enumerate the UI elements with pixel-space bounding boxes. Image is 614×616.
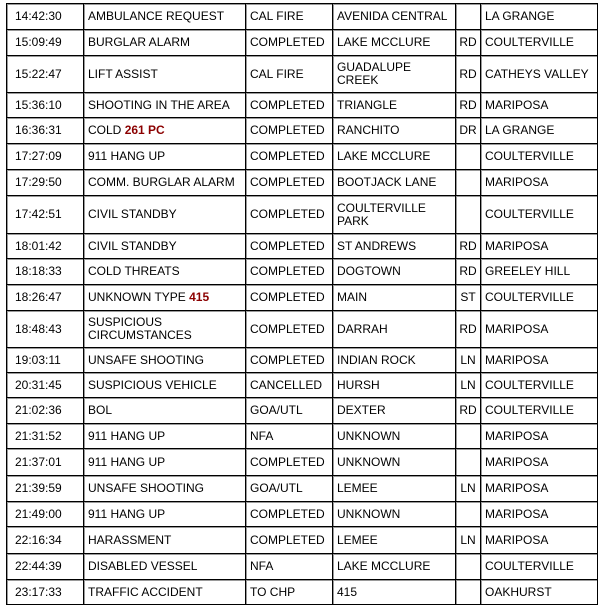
incident-status [246, 93, 333, 118]
incident-street-suffix [456, 348, 481, 373]
incident-type-text: 911 HANG UP [88, 506, 166, 521]
incident-time-text: 17:42:51 [15, 207, 62, 221]
incident-time [7, 93, 84, 118]
incident-city [481, 4, 598, 30]
incident-status [246, 476, 333, 502]
incident-time-text: 21:49:00 [15, 506, 62, 521]
incident-status-text: CAL FIRE [250, 9, 304, 23]
incident-street-suffix [456, 311, 481, 348]
incident-status-text: COMPLETED [250, 264, 325, 278]
incident-street-suffix [456, 30, 481, 56]
incident-street-suffix [456, 4, 481, 30]
incident-time [7, 285, 84, 311]
incident-street-suffix [456, 234, 481, 259]
incident-city-text: COULTERVILLE [485, 149, 574, 163]
incident-city-text: MARIPOSA [485, 481, 549, 495]
incident-status-text: COMPLETED [250, 207, 325, 221]
incident-time [7, 56, 84, 93]
incident-street-text: TRIANGLE [337, 97, 398, 112]
incident-time [7, 311, 84, 348]
incident-row [7, 170, 598, 196]
incident-time-text: 22:16:34 [15, 532, 62, 547]
incident-status-text: COMPLETED [250, 238, 325, 253]
incident-time [7, 449, 84, 476]
incident-time [7, 373, 84, 398]
incident-street-text: AVENIDA CENTRAL [337, 9, 448, 23]
incident-street [333, 398, 456, 424]
incident-status [246, 398, 333, 424]
incident-street-suffix [456, 554, 481, 580]
incident-type [84, 449, 246, 476]
incident-time-text: 15:36:10 [15, 97, 62, 112]
incident-type-text: SUSPICIOUS VEHICLE [88, 377, 217, 392]
incident-street-suffix [456, 56, 481, 93]
incident-city-text: MARIPOSA [485, 238, 549, 253]
incident-street-suffix-text: LN [460, 481, 476, 495]
incident-row [7, 234, 598, 259]
incident-street-text: INDIAN ROCK [337, 352, 416, 367]
incident-city-text: MARIPOSA [485, 454, 549, 469]
incident-city-text: LA GRANGE [485, 123, 555, 137]
incident-row [7, 398, 598, 424]
incident-status-text: COMPLETED [250, 35, 325, 49]
incident-type [84, 398, 246, 424]
incident-status-text: COMPLETED [250, 321, 325, 336]
incident-time-text: 18:18:33 [15, 264, 62, 278]
incident-city [481, 93, 598, 118]
incident-street-text: DEXTER [337, 403, 386, 417]
incident-city-text: MARIPOSA [485, 352, 549, 367]
incident-status [246, 527, 333, 554]
incident-street [333, 118, 456, 144]
incident-time-text: 21:02:36 [15, 403, 62, 417]
incident-status [246, 259, 333, 285]
incident-status [246, 30, 333, 56]
incident-street-text: GUADALUPE CREEK [337, 60, 412, 87]
incident-city [481, 234, 598, 259]
incident-row [7, 259, 598, 285]
incident-status [246, 234, 333, 259]
incident-status-text: COMPLETED [250, 506, 325, 521]
incident-row [7, 348, 598, 373]
incident-time-text: 18:01:42 [15, 238, 62, 253]
incident-city-text: OAKHURST [485, 584, 552, 599]
incident-type-text: CIVIL STANDBY [88, 238, 177, 253]
incident-city-text: MARIPOSA [485, 532, 549, 547]
incident-type-text: 911 HANG UP [88, 428, 166, 443]
incident-time [7, 348, 84, 373]
incident-type-text: DISABLED VESSEL [88, 559, 198, 573]
incident-city [481, 373, 598, 398]
incident-time-text: 21:39:59 [15, 481, 62, 495]
incident-city [481, 398, 598, 424]
incident-type-text: HARASSMENT [88, 532, 172, 547]
incident-street-suffix-text: RD [459, 264, 477, 278]
incident-street-suffix [456, 449, 481, 476]
incident-street-suffix-text: RD [459, 97, 477, 112]
incident-street-suffix [456, 170, 481, 196]
incident-street [333, 424, 456, 449]
incident-time-text: 14:42:30 [15, 9, 62, 23]
incident-street-suffix-text: RD [459, 321, 477, 336]
incident-time-text: 17:27:09 [15, 149, 62, 163]
incident-status [246, 118, 333, 144]
incident-type-text: TRAFFIC ACCIDENT [88, 584, 203, 599]
incident-street-suffix-text: DR [459, 123, 477, 137]
incident-city-text: MARIPOSA [485, 428, 549, 443]
incident-type [84, 196, 246, 234]
incident-type [84, 348, 246, 373]
incident-row [7, 93, 598, 118]
incident-street [333, 170, 456, 196]
incident-street-suffix-text: LN [460, 377, 476, 392]
incident-city [481, 449, 598, 476]
incident-street-text: BOOTJACK LANE [337, 175, 437, 189]
incident-type [84, 234, 246, 259]
incident-status-text: COMPLETED [250, 149, 325, 163]
incident-status-text: COMPLETED [250, 97, 325, 112]
incident-street-suffix [456, 527, 481, 554]
incident-street-suffix [456, 259, 481, 285]
incident-code: 261 PC [124, 123, 165, 137]
incident-street-suffix [456, 93, 481, 118]
incident-street [333, 30, 456, 56]
incident-type-text: AMBULANCE REQUEST [88, 9, 225, 23]
incident-status [246, 580, 333, 605]
incident-street [333, 502, 456, 527]
incident-street [333, 196, 456, 234]
incident-type-text: CIVIL STANDBY [88, 207, 177, 221]
incident-time [7, 527, 84, 554]
incident-city-text: COULTERVILLE [485, 290, 574, 304]
incident-time [7, 144, 84, 170]
incident-time [7, 170, 84, 196]
incident-city [481, 554, 598, 580]
incident-time-text: 16:36:31 [15, 123, 62, 137]
incident-row [7, 56, 598, 93]
incident-city-text: COULTERVILLE [485, 377, 574, 392]
incident-status-text: CAL FIRE [250, 66, 304, 81]
incident-street [333, 476, 456, 502]
incident-time-text: 19:03:11 [15, 352, 61, 367]
incident-street [333, 4, 456, 30]
incident-status [246, 424, 333, 449]
incident-status-text: COMPLETED [250, 352, 325, 367]
incident-code: 415 [189, 290, 210, 304]
incident-row [7, 30, 598, 56]
incident-city-text: MARIPOSA [485, 175, 549, 189]
incident-time [7, 234, 84, 259]
incident-type-text: BOL [88, 403, 113, 417]
incident-city [481, 580, 598, 605]
incident-status [246, 4, 333, 30]
incident-status [246, 449, 333, 476]
incident-city [481, 144, 598, 170]
incident-type [84, 144, 246, 170]
incident-time [7, 476, 84, 502]
incident-street-suffix-text: RD [459, 66, 477, 81]
incident-type [84, 259, 246, 285]
incident-type [84, 118, 246, 144]
incident-street [333, 373, 456, 398]
incident-street [333, 580, 456, 605]
incident-street-suffix-text: RD [459, 403, 477, 417]
incident-street-suffix [456, 424, 481, 449]
incident-city [481, 476, 598, 502]
incident-city-text: MARIPOSA [485, 97, 549, 112]
incident-time [7, 30, 84, 56]
incident-row [7, 196, 598, 234]
incident-row [7, 502, 598, 527]
incident-street-text: RANCHITO [337, 123, 400, 137]
incident-city [481, 527, 598, 554]
incident-type-text: UNSAFE SHOOTING [88, 481, 205, 495]
incident-street-text: LEMEE [337, 532, 378, 547]
incident-row [7, 285, 598, 311]
incident-time-text: 22:44:39 [15, 559, 62, 573]
incident-time [7, 398, 84, 424]
incident-street [333, 259, 456, 285]
incident-status [246, 348, 333, 373]
incident-row [7, 580, 598, 605]
incident-street [333, 144, 456, 170]
incident-type [84, 4, 246, 30]
incident-time-text: 21:31:52 [15, 428, 62, 443]
incident-street [333, 449, 456, 476]
incident-street-text: COULTERVILLE PARK [337, 200, 426, 228]
incident-status-text: GOA/UTL [250, 403, 303, 417]
incident-row [7, 554, 598, 580]
incident-status-text: COMPLETED [250, 290, 325, 304]
incident-type-text: COLD THREATS [88, 264, 180, 278]
incident-type-text: UNKNOWN TYPE [88, 290, 190, 304]
incident-city-text: LA GRANGE [485, 9, 555, 23]
incident-street-text: LEMEE [337, 481, 378, 495]
incident-street-text: 415 [337, 584, 358, 599]
incident-status [246, 285, 333, 311]
incident-street-text: DOGTOWN [337, 264, 401, 278]
incident-type [84, 170, 246, 196]
incident-type [84, 93, 246, 118]
incident-city [481, 348, 598, 373]
incident-status [246, 170, 333, 196]
incident-city-text: COULTERVILLE [485, 207, 574, 221]
incident-status [246, 502, 333, 527]
incident-row [7, 118, 598, 144]
incident-street-suffix-text: ST [460, 290, 476, 304]
incident-row [7, 4, 598, 30]
incident-street [333, 348, 456, 373]
incident-time-text: 15:22:47 [15, 66, 62, 81]
incident-street [333, 234, 456, 259]
incident-type-text: SUSPICIOUS CIRCUMSTANCES [88, 315, 192, 342]
incident-type [84, 580, 246, 605]
incident-street-suffix [456, 118, 481, 144]
incident-status-text: TO CHP [250, 584, 296, 599]
incident-street-suffix [456, 580, 481, 605]
incident-type [84, 311, 246, 348]
incident-city-text: MARIPOSA [485, 321, 549, 336]
incident-street-suffix [456, 196, 481, 234]
incident-street [333, 285, 456, 311]
incident-type [84, 527, 246, 554]
incident-status [246, 196, 333, 234]
incident-type-text: 911 HANG UP [88, 454, 166, 469]
incident-city [481, 196, 598, 234]
incident-city [481, 56, 598, 93]
incident-street-suffix [456, 476, 481, 502]
incident-time-text: 15:09:49 [15, 35, 62, 49]
incident-city-text: COULTERVILLE [485, 559, 574, 573]
incident-city-text: CATHEYS VALLEY [485, 66, 589, 81]
incident-street-suffix [456, 398, 481, 424]
incident-type-text: COLD [88, 123, 125, 137]
incident-street-text: MAIN [337, 290, 367, 304]
incident-status-text: NFA [250, 428, 274, 443]
incident-status [246, 144, 333, 170]
incident-city [481, 118, 598, 144]
incident-status [246, 554, 333, 580]
incident-street-suffix [456, 144, 481, 170]
incident-row [7, 476, 598, 502]
incident-time-text: 18:26:47 [15, 290, 62, 304]
incident-status [246, 56, 333, 93]
incident-city-text: MARIPOSA [485, 506, 549, 521]
incident-street [333, 554, 456, 580]
incident-city-text: COULTERVILLE [485, 403, 574, 417]
incident-type [84, 30, 246, 56]
incident-street-suffix-text: RD [459, 238, 477, 253]
incident-street [333, 311, 456, 348]
incident-type [84, 424, 246, 449]
incident-status [246, 311, 333, 348]
incident-type [84, 373, 246, 398]
incident-street-suffix-text: LN [460, 352, 476, 367]
incident-row [7, 527, 598, 554]
incident-type [84, 476, 246, 502]
incident-type [84, 502, 246, 527]
incident-type [84, 554, 246, 580]
incident-row [7, 311, 598, 348]
incident-type-text: 911 HANG UP [88, 149, 166, 163]
incident-type-text: LIFT ASSIST [88, 66, 158, 81]
incident-street-suffix [456, 502, 481, 527]
incident-time [7, 424, 84, 449]
incident-street [333, 93, 456, 118]
incident-type-text: UNSAFE SHOOTING [88, 352, 205, 367]
incident-street-text: LAKE MCCLURE [337, 559, 431, 573]
incident-status-text: COMPLETED [250, 454, 325, 469]
incident-type [84, 285, 246, 311]
incident-status-text: NFA [250, 559, 274, 573]
incident-row [7, 373, 598, 398]
incident-status-text: CANCELLED [250, 377, 323, 392]
incident-city [481, 311, 598, 348]
incident-street-text: LAKE MCCLURE [337, 35, 431, 49]
incident-city-text: GREELEY HILL [485, 264, 571, 278]
incident-street-text: HURSH [337, 377, 380, 392]
incident-status-text: COMPLETED [250, 175, 325, 189]
incident-street-text: UNKNOWN [337, 454, 401, 469]
incident-time [7, 502, 84, 527]
incident-street-suffix [456, 285, 481, 311]
incident-row [7, 144, 598, 170]
incident-street [333, 56, 456, 93]
incident-city [481, 30, 598, 56]
incident-status [246, 373, 333, 398]
incident-city [481, 170, 598, 196]
incident-city [481, 285, 598, 311]
incident-type-text: BURGLAR ALARM [88, 35, 191, 49]
incident-time-text: 20:31:45 [15, 377, 62, 392]
incident-type [84, 56, 246, 93]
incident-city [481, 259, 598, 285]
incident-street-text: DARRAH [337, 321, 388, 336]
incident-city [481, 424, 598, 449]
incident-time [7, 118, 84, 144]
incident-time [7, 259, 84, 285]
incident-time [7, 196, 84, 234]
incident-row [7, 449, 598, 476]
incident-log-body [7, 4, 598, 605]
incident-row [7, 424, 598, 449]
incident-time-text: 17:29:50 [15, 175, 62, 189]
incident-street-suffix-text: RD [459, 35, 477, 49]
incident-log-table [6, 3, 598, 605]
incident-status-text: GOA/UTL [250, 481, 303, 495]
incident-street-text: UNKNOWN [337, 506, 401, 521]
incident-time-text: 21:37:01 [15, 454, 62, 469]
incident-type-text: COMM. BURGLAR ALARM [88, 175, 235, 189]
incident-city-text: COULTERVILLE [485, 35, 574, 49]
incident-time [7, 554, 84, 580]
incident-type-text: SHOOTING IN THE AREA [88, 97, 230, 112]
incident-street-text: LAKE MCCLURE [337, 149, 431, 163]
incident-street-text: ST ANDREWS [337, 238, 417, 253]
incident-status-text: COMPLETED [250, 123, 325, 137]
incident-street-suffix [456, 373, 481, 398]
incident-city [481, 502, 598, 527]
incident-street-text: UNKNOWN [337, 428, 401, 443]
incident-time [7, 580, 84, 605]
incident-status-text: COMPLETED [250, 532, 325, 547]
incident-time-text: 18:48:43 [15, 321, 62, 336]
incident-time [7, 4, 84, 30]
incident-time-text: 23:17:33 [15, 584, 62, 599]
incident-street [333, 527, 456, 554]
incident-street-suffix-text: LN [460, 532, 476, 547]
